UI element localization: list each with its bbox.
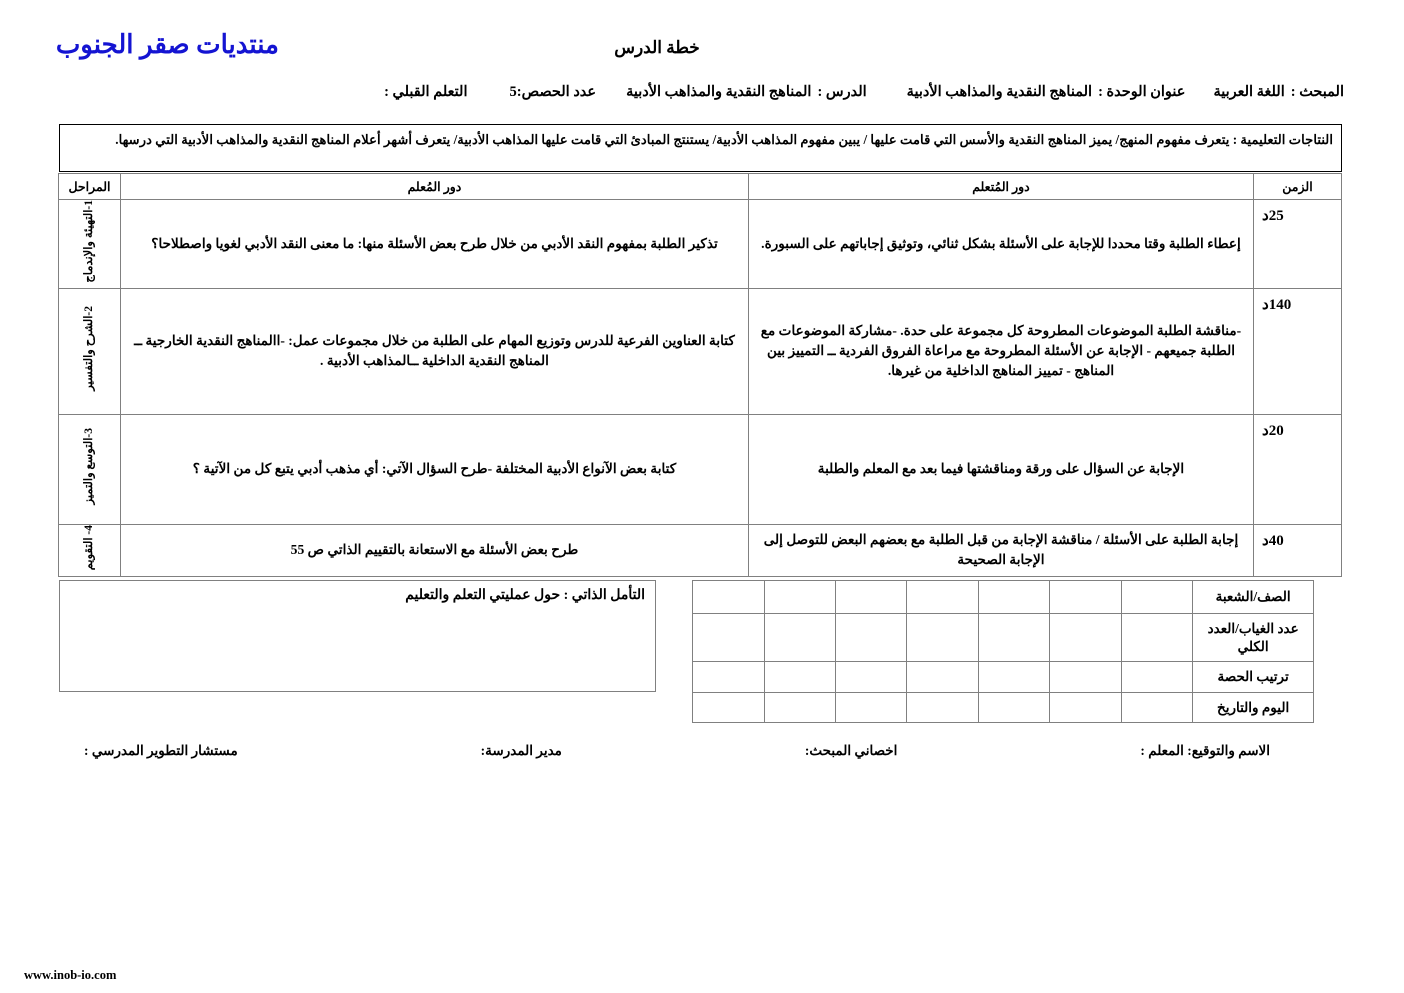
attendance-cell[interactable] [693, 693, 765, 723]
attendance-cell[interactable] [907, 614, 978, 662]
row-time-value: 20د [1262, 422, 1284, 439]
attendance-cell[interactable] [835, 662, 906, 693]
learning-outcomes-box: النتاجات التعليمية : يتعرف مفهوم المنهج/ يميز المناهج النقدية والأسس التي قامت عليها / يبين مفهوم المذاهب الأدبية/ يستنتج المبادئ التي قامت عليها المذاهب الأدبية/ يتعرف أشهر أعلام المناهج النقدية والمذاهب الأدبية التي درسها. [59, 124, 1342, 172]
table-row [693, 662, 1314, 693]
meta-periods-label: عدد الحصص:5 [509, 84, 597, 100]
signature-row [62, 743, 1342, 759]
row-learner-role: إعطاء الطلبة وقتا محددا للإجابة على الأسئلة بشكل ثنائي، وتوثيق إجاباتهم على السبورة. [749, 200, 1254, 289]
table-row [59, 288, 1342, 414]
attendance-cell[interactable] [835, 693, 906, 723]
attendance-cell[interactable] [764, 581, 835, 614]
attendance-cell[interactable] [835, 581, 906, 614]
row-learner-role: -مناقشة الطلبة الموضوعات المطروحة كل مجموعة على حدة. -مشاركة الموضوعات مع الطلبة جميعهم - الإجابة عن الأسئلة المطروحة مع مراعاة الفروق الفردية ــ التمييز بين المناهج - تمييز المناهج الداخلية من غيرها. [749, 288, 1254, 414]
row-stage-label: 3-التوسع والتميز [83, 428, 96, 505]
site-brand-watermark: منتديات صقر الجنوب [55, 30, 279, 59]
attendance-cell[interactable] [693, 614, 765, 662]
attendance-cell[interactable] [764, 614, 835, 662]
signature-principal: مدير المدرسة: [480, 743, 562, 758]
meta-unit-label: عنوان الوحدة : [1098, 84, 1186, 100]
attendance-cell[interactable] [693, 662, 765, 693]
row-time [1254, 200, 1342, 289]
page-title-text: خطة الدرس [614, 38, 700, 57]
header-stage: المراحل [59, 174, 121, 200]
row-time [1254, 524, 1342, 576]
row-time-value: 140د [1262, 296, 1292, 313]
header-learner-role: دور المُتعلم [749, 174, 1254, 200]
lesson-stages-table [58, 173, 1342, 577]
attendance-cell[interactable] [1121, 614, 1192, 662]
attendance-table [692, 580, 1314, 723]
attendance-cell[interactable] [1121, 581, 1192, 614]
meta-prior-learning-label: التعلم القبلي : [384, 84, 468, 100]
attendance-cell[interactable] [907, 581, 978, 614]
table-row [59, 414, 1342, 524]
row-stage [59, 200, 121, 289]
attendance-row-label: اليوم والتاريخ [1193, 693, 1314, 723]
meta-lesson [626, 84, 867, 101]
self-reflection-box[interactable] [59, 580, 656, 692]
attendance-row-label: ترتيب الحصة [1193, 662, 1314, 693]
table-header-row [59, 174, 1342, 200]
signature-teacher: الاسم والتوقيع: المعلم : [1140, 743, 1270, 758]
table-row [693, 614, 1314, 662]
row-stage-label: 2-الشرح والتفسير [83, 306, 96, 392]
attendance-cell[interactable] [978, 662, 1049, 693]
row-stage-label: 4- التقويم [83, 525, 96, 571]
row-learner-role: الإجابة عن السؤال على ورقة ومناقشتها فيما بعد مع المعلم والطلبة [749, 414, 1254, 524]
table-row [693, 693, 1314, 723]
row-teacher-role: طرح بعض الأسئلة مع الاستعانة بالتقييم الذاتي ص 55 [121, 524, 749, 576]
meta-subject-label: المبحث : [1290, 84, 1344, 100]
meta-periods [509, 84, 596, 101]
attendance-cell[interactable] [764, 693, 835, 723]
attendance-cell[interactable] [1121, 662, 1192, 693]
row-time [1254, 414, 1342, 524]
signature-specialist: اخصاني المبحث: [804, 743, 898, 758]
row-teacher-role: كتابة العناوين الفرعية للدرس وتوزيع المهام على الطلبة من خلال مجموعات عمل: -االمناهج النقدية الخارجية ــ المناهج النقدية الداخلية ــالمذاهب الأدبية . [121, 288, 749, 414]
row-stage-label: 1-التهيئة والإندماج [83, 200, 96, 283]
row-teacher-role: كتابة بعض الآنواع الأدبية المختلفة -طرح السؤال الآتي: أي مذهب أدبي يتبع كل من الآتية ؟ [121, 414, 749, 524]
attendance-cell[interactable] [978, 581, 1049, 614]
meta-subject-value: اللغة العربية [1213, 84, 1285, 100]
table-row [59, 524, 1342, 576]
attendance-cell[interactable] [1121, 693, 1192, 723]
attendance-cell[interactable] [1050, 581, 1121, 614]
attendance-row-label: عدد الغياب/العدد الكلي [1193, 614, 1314, 662]
lesson-meta-row [60, 84, 1344, 101]
attendance-cell[interactable] [978, 693, 1049, 723]
attendance-cell[interactable] [907, 693, 978, 723]
attendance-cell[interactable] [764, 662, 835, 693]
meta-subject [1213, 84, 1344, 101]
row-stage [59, 524, 121, 576]
attendance-cell[interactable] [693, 581, 765, 614]
header-teacher-role: دور المُعلم [121, 174, 749, 200]
attendance-row-label: الصف/الشعبة [1193, 581, 1314, 614]
header-time: الزمن [1254, 174, 1342, 200]
signature-advisor: مستشار التطوير المدرسي : [84, 743, 238, 758]
attendance-cell[interactable] [907, 662, 978, 693]
row-time [1254, 288, 1342, 414]
table-row [693, 581, 1314, 614]
meta-lesson-value: المناهج النقدية والمذاهب الأدبية [626, 84, 812, 100]
attendance-cell[interactable] [978, 614, 1049, 662]
row-time-value: 25د [1262, 208, 1284, 224]
row-stage [59, 414, 121, 524]
row-learner-role: إجابة الطلبة على الأسئلة / مناقشة الإجابة من قبل الطلبة مع بعضهم البعض للتوصل إلى الإجابة الصحيحة [749, 524, 1254, 576]
attendance-cell[interactable] [1050, 614, 1121, 662]
meta-prior-learning [384, 84, 467, 101]
attendance-cell[interactable] [835, 614, 906, 662]
meta-unit-value: المناهج النقدية والمذاهب الأدبية [906, 84, 1093, 100]
footer-url: www.inob-io.com [24, 968, 117, 982]
meta-lesson-label: الدرس : [817, 84, 867, 100]
row-teacher-role: تذكير الطلبة بمفهوم النقد الأدبي من خلال طرح بعض الأسئلة منها: ما معنى النقد الأدبي لغويا واصطلاحا؟ [121, 200, 749, 289]
attendance-cell[interactable] [1050, 693, 1121, 723]
row-time-value: 40د [1262, 532, 1284, 549]
meta-unit [907, 84, 1186, 101]
table-row [59, 200, 1342, 289]
self-reflection-label: التأمل الذاتي : حول عمليتي التعلم والتعليم [405, 588, 645, 603]
row-stage [59, 288, 121, 414]
attendance-cell[interactable] [1050, 662, 1121, 693]
page-title [0, 38, 1404, 58]
